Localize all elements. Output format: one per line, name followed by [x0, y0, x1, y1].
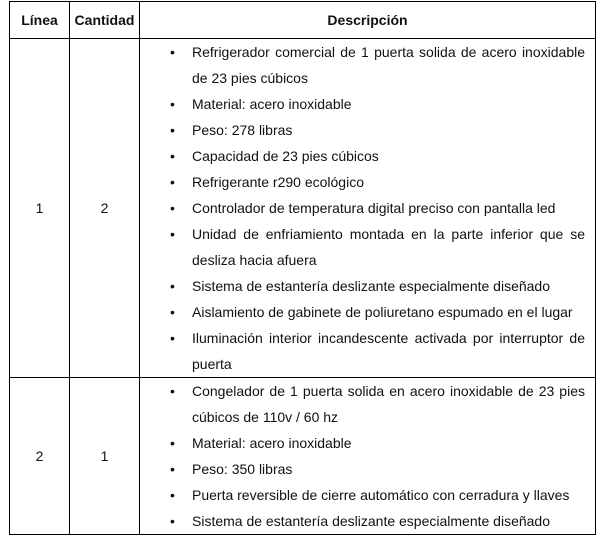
list-item: • Iluminación interior incandescente activada por interruptor de puerta: [192, 325, 585, 377]
description-list: [140, 378, 585, 534]
header-cantidad: Cantidad: [70, 2, 140, 39]
list-item: • Capacidad de 23 pies cúbicos: [192, 143, 585, 169]
list-item: • Aislamiento de gabinete de poliuretano espumado en el lugar: [192, 299, 585, 325]
header-row: [10, 2, 596, 39]
list-item: • Sistema de estantería deslizante especialmente diseñado: [192, 508, 585, 534]
list-item: • Peso: 350 libras: [192, 456, 585, 482]
table-row: [10, 378, 596, 535]
cell-cantidad: 2: [70, 39, 140, 378]
cell-linea: 2: [10, 378, 70, 535]
description-list: [140, 39, 585, 377]
header-descripcion: Descripción: [140, 2, 596, 39]
list-item: • Sistema de estantería deslizante especialmente diseñado: [192, 273, 585, 299]
list-item: • Refrigerador comercial de 1 puerta solida de acero inoxidable de 23 pies cúbicos: [192, 39, 585, 91]
list-item: • Refrigerante r290 ecológico: [192, 169, 585, 195]
header-linea: Línea: [10, 2, 70, 39]
table-row: [10, 39, 596, 378]
specification-table: [9, 1, 596, 535]
cell-descripcion: [140, 39, 596, 378]
list-item: • Material: acero inoxidable: [192, 91, 585, 117]
list-item: • Congelador de 1 puerta solida en acero inoxidable de 23 pies cúbicos de 110v / 60 hz: [192, 378, 585, 430]
list-item: • Unidad de enfriamiento montada en la parte inferior que se desliza hacia afuera: [192, 221, 585, 273]
list-item: • Controlador de temperatura digital preciso con pantalla led: [192, 195, 585, 221]
list-item: • Material: acero inoxidable: [192, 430, 585, 456]
cell-descripcion: [140, 378, 596, 535]
list-item: • Puerta reversible de cierre automático con cerradura y llaves: [192, 482, 585, 508]
cell-cantidad: 1: [70, 378, 140, 535]
list-item: • Peso: 278 libras: [192, 117, 585, 143]
cell-linea: 1: [10, 39, 70, 378]
